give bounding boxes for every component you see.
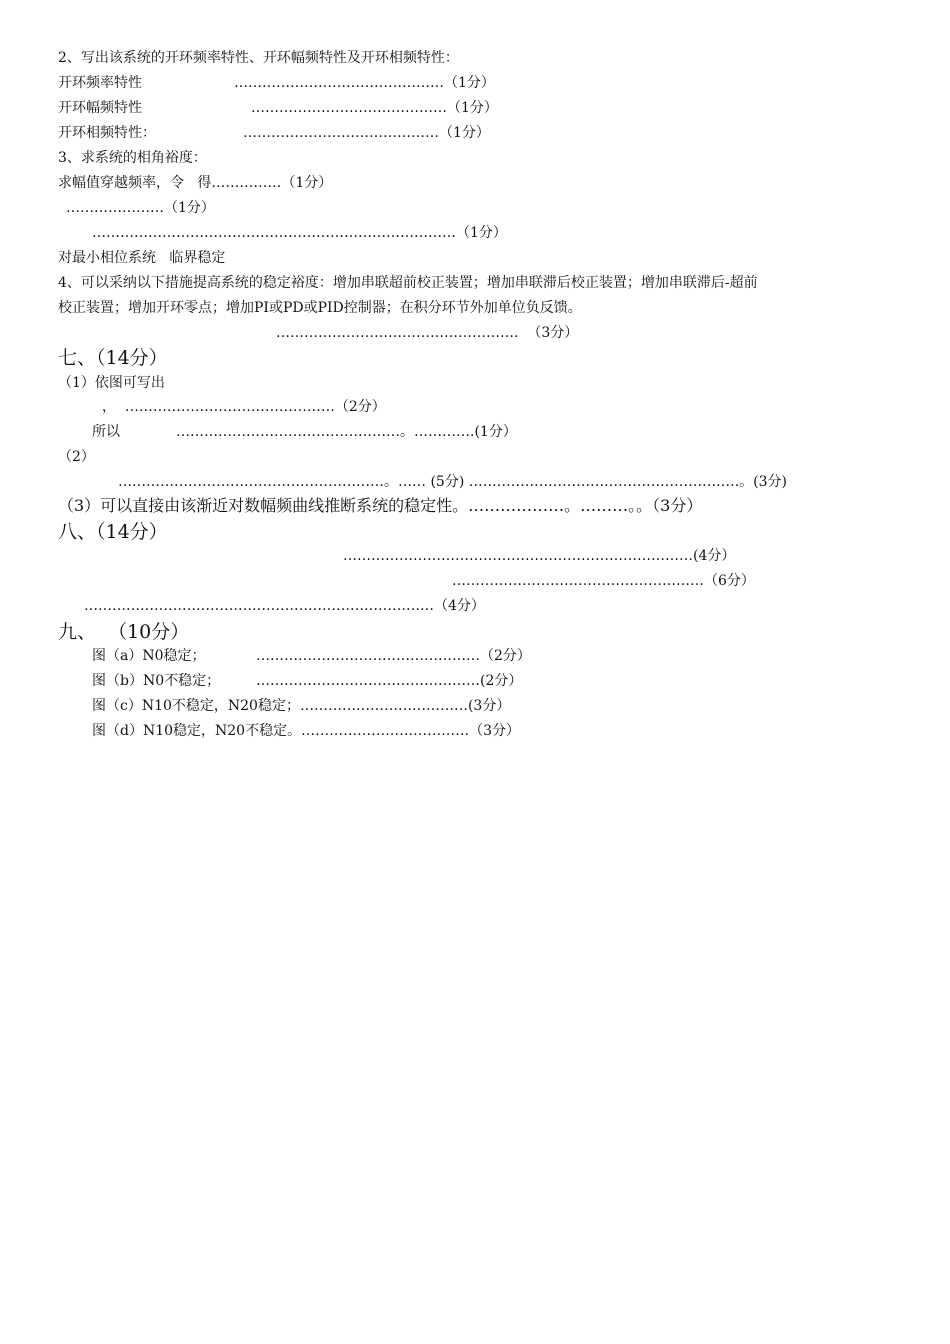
min-phase-line: 对最小相位系统 临界稳定: [58, 250, 226, 266]
nine-fig-b: 图（b）N0不稳定；: [92, 673, 221, 689]
crossover-freq-line: 求幅值穿越频率，令 得……………（1分）: [58, 175, 333, 191]
q4-line-2: 校正装置；增加开环零点；增加PI或PD或PID控制器；在积分环节外加单位负反馈。: [58, 300, 582, 316]
open-loop-mag-score: ……………………………………（1分）: [251, 100, 498, 116]
eight-score-3: …………………………………………………………………（4分）: [84, 598, 485, 614]
q4-score: ……………………………………………. （3分）: [276, 325, 579, 341]
nine-fig-a: 图（a）N0稳定；: [92, 648, 206, 664]
open-loop-freq-label: 开环频率特性: [58, 75, 142, 91]
seven-part3: （3）可以直接由该渐近对数幅频曲线推断系统的稳定性。………………。………。。（3分）: [58, 496, 703, 515]
seven-part2: （2）: [58, 449, 95, 465]
nine-fig-c: 图（c）N10不稳定，N20稳定；………………………………(3分）: [92, 698, 511, 714]
q2-heading: 2、写出该系统的开环频率特性、开环幅频特性及开环相频特性：: [58, 50, 459, 66]
nine-fig-d: 图（d）N10稳定，N20不稳定。………………………………（3分）: [92, 723, 520, 739]
score-line-2: ……………………………………………………………………（1分）: [92, 225, 507, 241]
nine-fig-a-score: …………………………………………（2分）: [256, 648, 531, 664]
section-nine-heading: 九、 （10分）: [58, 621, 190, 643]
seven-part1: （1）依图可写出: [58, 375, 165, 391]
seven-therefore: 所以: [92, 424, 120, 440]
open-loop-phase-score: ……………………………………（1分）: [243, 125, 490, 141]
open-loop-phase-label: 开环相频特性：: [58, 125, 156, 141]
seven-part2-score: …………………………………………………。…… (5分) ………………………………………………….。(3分): [118, 474, 788, 490]
section-seven-heading: 七、（14分）: [58, 347, 168, 369]
section-eight-heading: 八、（14分）: [58, 521, 168, 543]
open-loop-mag-label: 开环幅频特性: [58, 100, 142, 116]
q4-line-1: 4、可以采纳以下措施提高系统的稳定裕度：增加串联超前校正装置；增加串联滞后校正装置；增加串联滞后-超前: [58, 275, 758, 291]
open-loop-freq-score: ………………………………………（1分）: [234, 75, 495, 91]
q3-heading: 3、求系统的相角裕度：: [58, 150, 207, 166]
eight-score-2: ………………………………………………（6分）: [452, 573, 755, 589]
seven-therefore-score: …………………………………………。………….(1分）: [176, 424, 517, 440]
eight-score-1: …………………………………………………………………(4分）: [343, 548, 736, 564]
score-line-1: …………………（1分）: [66, 200, 215, 216]
seven-part1-score: ， ………………………………………（2分）: [102, 399, 386, 415]
nine-fig-b-score: …………………………………………(2分）: [256, 673, 523, 689]
